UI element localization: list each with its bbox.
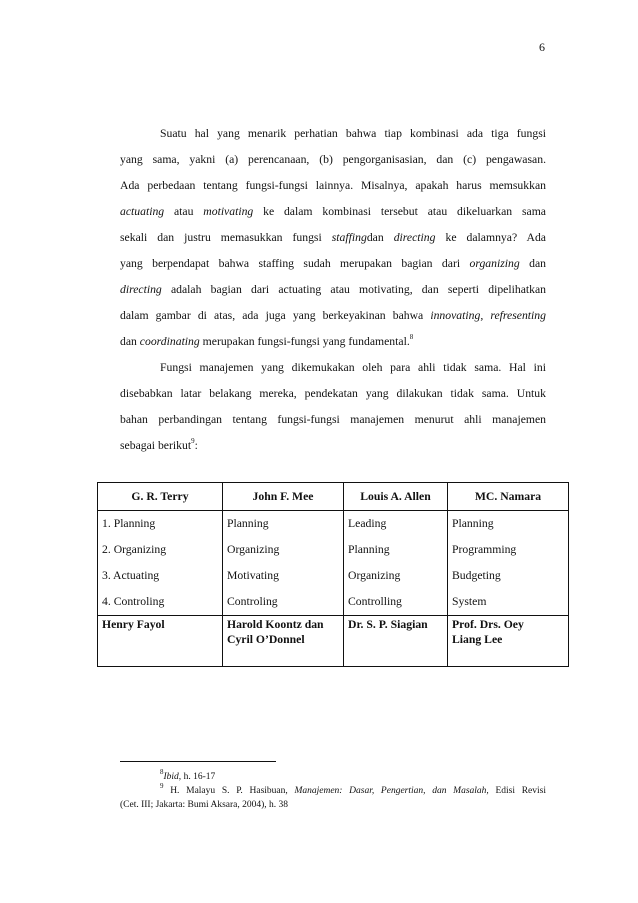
author-cell xyxy=(344,616,448,667)
paragraph-1-line xyxy=(120,199,546,225)
table-cell: System xyxy=(452,595,487,608)
table-cell: Organizing xyxy=(344,563,448,589)
author-name-cont: Cyril O’Donnel xyxy=(227,633,305,646)
footnote-9-cont: (Cet. III; Jakarta: Bumi Aksara, 2004), h. 38 xyxy=(120,800,289,810)
table-cell: Controlling xyxy=(344,589,448,616)
footnote-9 xyxy=(120,781,546,798)
paragraph-2-line xyxy=(120,433,546,459)
author-name: Henry Fayol xyxy=(102,618,165,631)
paragraph-1-line xyxy=(120,303,546,329)
footnotes xyxy=(120,767,546,812)
footnote-ref[interactable]: 8 xyxy=(409,333,414,342)
table-cell: Planning xyxy=(344,537,448,563)
table-cell: 4. Controling xyxy=(98,589,223,616)
body-text xyxy=(120,121,546,459)
footnote-book-title: Manajemen: Dasar, Pengertian, dan Masalah, xyxy=(294,786,489,796)
table-row xyxy=(98,589,569,616)
table-cell: 1. Planning xyxy=(98,511,223,538)
table-cell: Planning xyxy=(452,517,494,530)
term-actuating: actuating xyxy=(120,205,165,218)
table-cell: Organizing xyxy=(223,537,344,563)
author-row xyxy=(98,616,569,667)
table-cell: Leading xyxy=(344,511,448,538)
table-row xyxy=(98,511,569,538)
header-terry: G. R. Terry xyxy=(98,483,223,511)
author-name-cont: Liang Lee xyxy=(452,633,503,646)
text: dan xyxy=(120,335,140,348)
paragraph-1-line xyxy=(120,277,546,303)
footnote-number: 9 xyxy=(160,781,164,790)
footnote-text: H. Malayu S. P. Hasibuan, xyxy=(163,786,295,796)
text: : xyxy=(194,439,198,452)
term-organizing: organizing xyxy=(469,257,520,270)
header-namara: MC. Namara xyxy=(448,483,569,511)
author-cell xyxy=(98,616,223,667)
author-name: Dr. S. P. Siagian xyxy=(348,618,428,631)
footnote-8 xyxy=(120,767,546,784)
table-cell: Motivating xyxy=(223,563,344,589)
paragraph-2-line: Fungsi manajemen yang dikemukakan oleh para ahli tidak sama. Hal ini xyxy=(160,361,546,374)
table-cell: Planning xyxy=(223,511,344,538)
footnote-divider xyxy=(120,761,276,762)
comparison-table xyxy=(97,482,569,667)
paragraph-2-line: bahan perbandingan tentang fungsi-fungsi manajemen menurut ahli manajemen xyxy=(120,413,546,426)
header-mee: John F. Mee xyxy=(223,483,344,511)
footnote-ibid: Ibid, xyxy=(163,772,182,782)
text: dan xyxy=(519,257,546,270)
author-name: Prof. Drs. Oey xyxy=(452,618,524,631)
text: atau xyxy=(164,205,204,218)
term-directing: directing xyxy=(120,283,162,296)
term-staffing: staffing xyxy=(331,231,367,244)
text: sekali dan justru memasukkan fungsi xyxy=(120,231,332,244)
footnote-ref[interactable]: 9 xyxy=(191,437,195,446)
paragraph-2-line: disebabkan latar belakang mereka, pendekatan yang dilakukan tidak sama. Untuk xyxy=(120,387,546,400)
text: ke dalamnya? Ada xyxy=(435,231,546,244)
paragraph-1-line xyxy=(120,251,546,277)
text: merupakan fungsi-fungsi yang fundamental. xyxy=(199,335,410,348)
paragraph-1-line xyxy=(120,225,546,251)
term-innovating: innovating, refresenting xyxy=(430,309,546,322)
paragraph-1-line: yang sama, yakni (a) perencanaan, (b) pengorganisasian, dan (c) pengawasan. xyxy=(120,153,546,166)
page-number: 6 xyxy=(539,40,545,54)
table-cell: Controling xyxy=(223,589,344,616)
table-header-row xyxy=(98,483,569,511)
table-row xyxy=(98,563,569,589)
table-cell: Budgeting xyxy=(452,569,501,582)
text: sebagai berikut xyxy=(120,439,192,452)
footnote-text: Edisi Revisi xyxy=(488,786,546,796)
author-name: Harold Koontz dan xyxy=(227,618,324,631)
text: dan xyxy=(366,231,394,244)
footnote-number: 8 xyxy=(160,767,164,776)
table-cell: Programming xyxy=(452,543,517,556)
term-coordinating: coordinating xyxy=(139,335,200,348)
table-row xyxy=(98,537,569,563)
text: ke dalam kombinasi tersebut atau dikeluarkan sama xyxy=(253,205,546,218)
table-cell: 3. Actuating xyxy=(98,563,223,589)
author-cell xyxy=(223,616,344,667)
header-allen: Louis A. Allen xyxy=(344,483,448,511)
paragraph-1-line: Ada perbedaan tentang fungsi-fungsi lainnya. Misalnya, apakah harus memsukkan xyxy=(120,179,546,192)
text: yang berpendapat bahwa staffing sudah merupakan bagian dari xyxy=(120,257,470,270)
paragraph-1-line: Suatu hal yang menarik perhatian bahwa tiap kombinasi ada tiga fungsi xyxy=(160,127,546,140)
text: dalam gambar di atas, ada juga yang berkeyakinan bahwa xyxy=(120,309,431,322)
footnote-text: h. 16-17 xyxy=(181,772,216,782)
term-directing: directing xyxy=(393,231,436,244)
paragraph-1-line xyxy=(120,329,546,355)
term-motivating: motivating xyxy=(203,205,254,218)
text: adalah bagian dari actuating atau motivating, dan seperti dipelihatkan xyxy=(161,283,546,296)
table-cell: 2. Organizing xyxy=(98,537,223,563)
author-cell xyxy=(448,616,569,667)
management-functions-table xyxy=(97,482,569,667)
